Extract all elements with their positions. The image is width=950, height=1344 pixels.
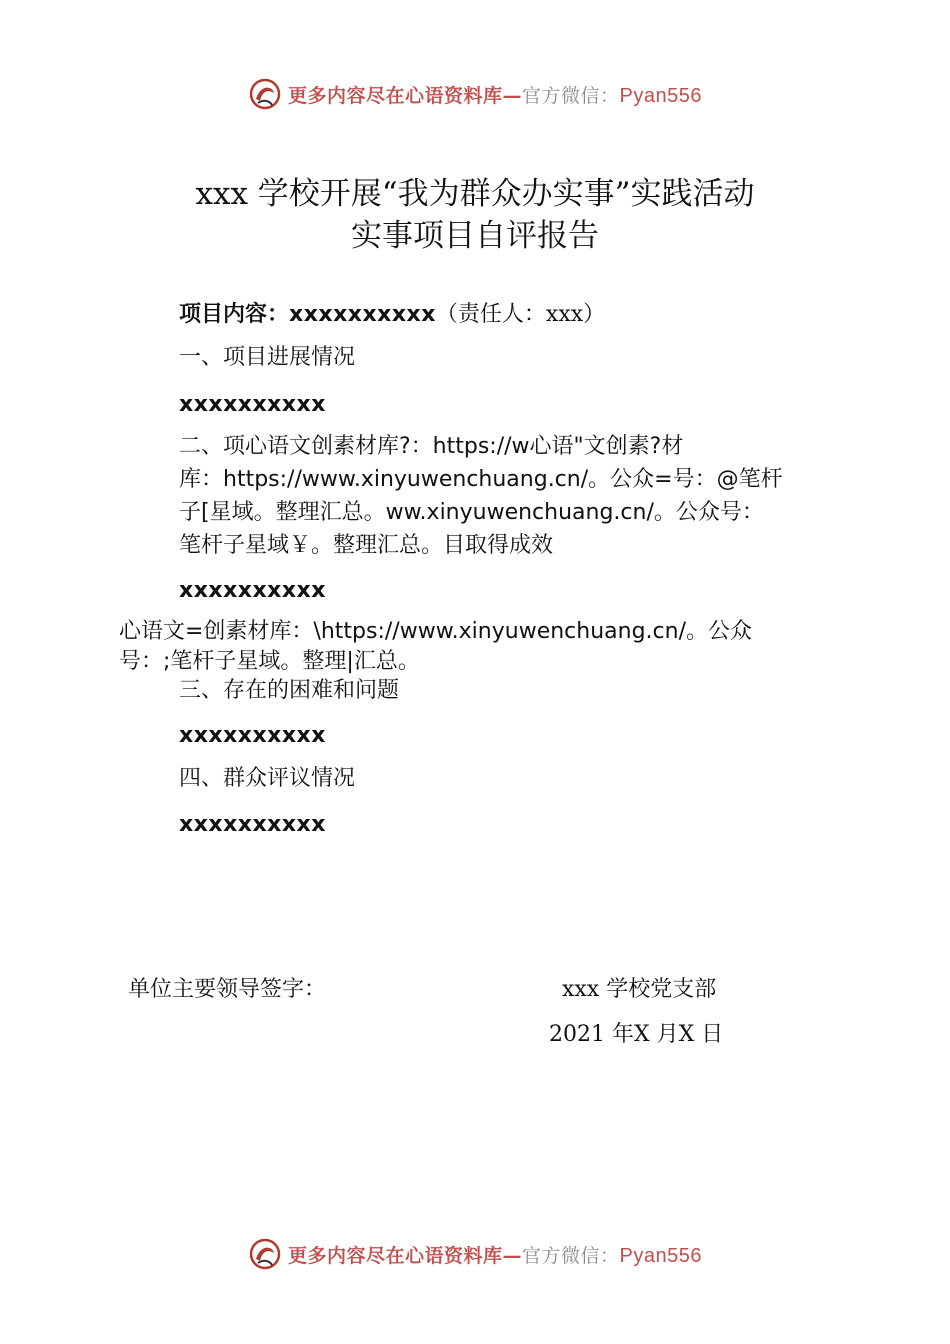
project-content-line [179, 297, 605, 328]
section3-heading: 三、存在的困难和问题 [179, 678, 400, 703]
banner-wechat-label: 官方微信： [522, 84, 620, 107]
section2-line1: 二、项心语文创素材库?：https://w心语"文创素?材 [179, 434, 684, 459]
project-responsible: （责任人：xxx） [435, 302, 606, 327]
project-label: 项目内容： [179, 302, 290, 327]
section2-extra-line2: 号：;笔杆子星域。整理|汇总。 [119, 649, 420, 674]
section1-body: xxxxxxxxxx [179, 392, 326, 417]
banner-wechat-id: Pyan556 [619, 1244, 702, 1267]
section2-line2: 库：https://www.xinyuwenchuang.cn/。公众=号：@笔杆 [179, 467, 783, 492]
organization-name: xxx 学校党支部 [562, 977, 717, 1002]
section2-extra-line1: 心语文=创素材库：\https://www.xinyuwenchuang.cn/。公众 [119, 619, 752, 644]
section4-heading: 四、群众评议情况 [179, 766, 356, 791]
banner-text [288, 1241, 702, 1268]
document-date: 2021 年X 月X 日 [549, 1022, 724, 1047]
footer-watermark-banner [0, 1234, 950, 1274]
signature-label: 单位主要领导签字： [128, 977, 327, 1002]
banner-text [288, 81, 702, 108]
section2-line3: 子[星域。整理汇总。ww.xinyuwenchuang.cn/。公众号： [179, 500, 764, 525]
section4-body: xxxxxxxxxx [179, 812, 326, 837]
banner-wechat-label: 官方微信： [522, 1244, 620, 1267]
project-content: xxxxxxxxxx [289, 302, 436, 327]
section1-heading: 一、项目进展情况 [179, 345, 356, 370]
document-title-line1: xxx 学校开展“我为群众办实事”实践活动 [195, 176, 755, 212]
document-title-line2: 实事项目自评报告 [351, 218, 599, 254]
section2-line4: 笔杆子星域￥。整理汇总。目取得成效 [179, 533, 554, 558]
header-watermark-banner [0, 74, 950, 114]
banner-main-text: 更多内容尽在心语资料库— [288, 1244, 523, 1267]
section3-body: xxxxxxxxxx [179, 723, 326, 748]
banner-wechat-id: Pyan556 [619, 84, 702, 107]
section2-body: xxxxxxxxxx [179, 578, 326, 603]
swirl-logo-icon [248, 1237, 282, 1271]
banner-main-text: 更多内容尽在心语资料库— [288, 84, 523, 107]
swirl-logo-icon [248, 77, 282, 111]
